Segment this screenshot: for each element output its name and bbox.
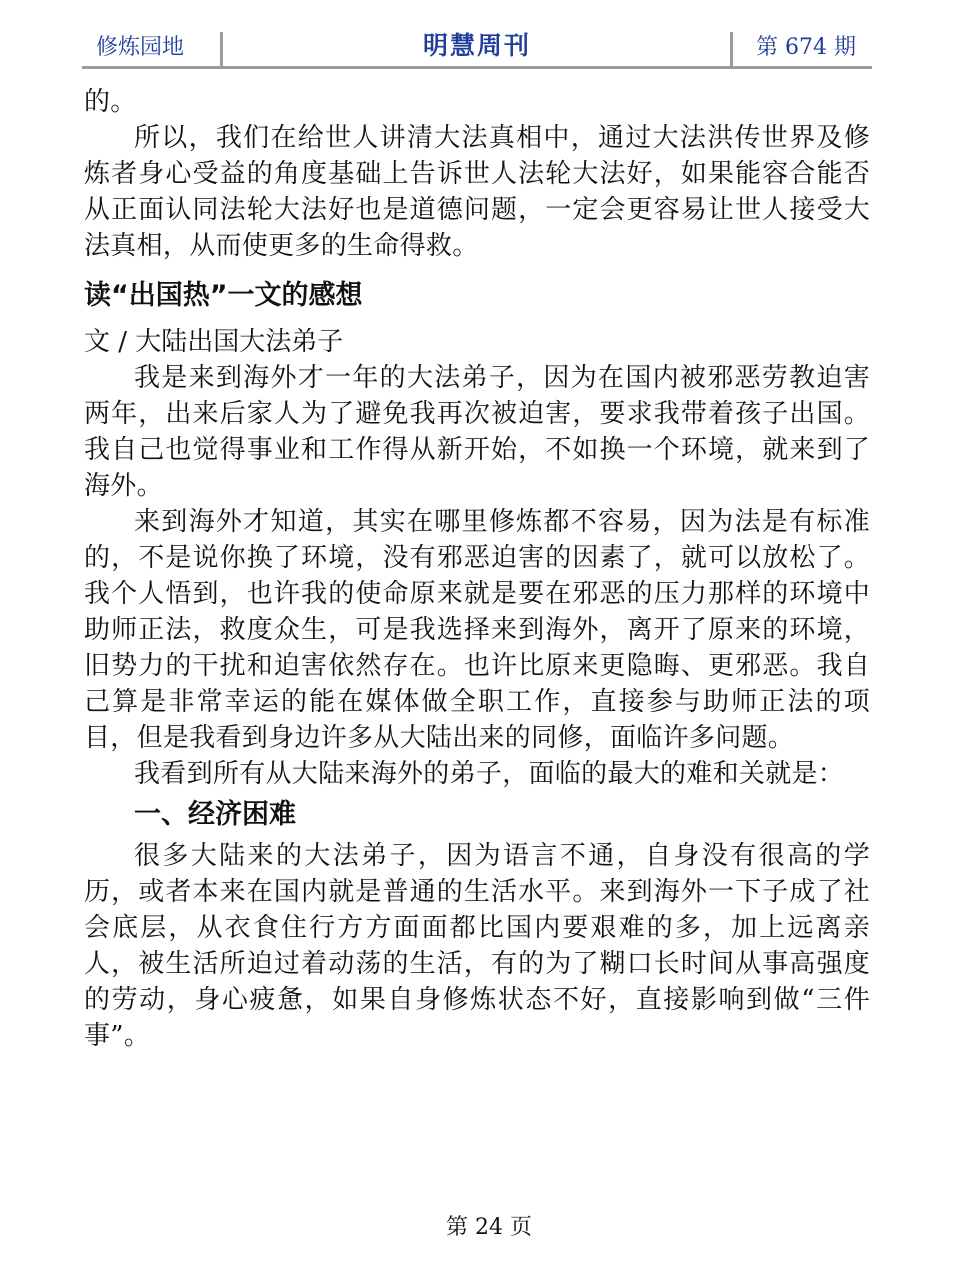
publication-title: 明慧周刊	[422, 31, 531, 60]
issue-number: 第 674 期	[756, 35, 856, 60]
section-name: 修炼园地	[96, 35, 185, 60]
paragraph: 我看到所有从大陆来海外的弟子，面临的最大的难和关就是：	[134, 759, 845, 789]
paragraph-continued: 的。	[84, 87, 137, 117]
article-byline: 文 / 大陆出国大法弟子	[84, 327, 344, 357]
page-header	[82, 26, 872, 69]
paragraph: 我是来到海外才一年的大法弟子，因为在国内被邪恶劳教迫害两年，出来后家人为了避免我再次被迫害，要求我带着孩子出国。我自己也觉得事业和工作得从新开始，不如换一个环境，就来到了海外。	[84, 363, 870, 501]
article-title: 读“出国热”一文的感想	[84, 280, 363, 311]
paragraph: 很多大陆来的大法弟子，因为语言不通，自身没有很高的学历，或者本来在国内就是普通的生活水平。来到海外一下子成了社会底层，从衣食住行方方面面都比国内要艰难的多，加上远离亲人，被生活所迫过着动荡的生活，有的为了糊口长时间从事高强度的劳动，身心疲惫，如果自身修炼状态不好，直接影响到做“三件事”。	[84, 841, 870, 1051]
paragraph: 来到海外才知道，其实在哪里修炼都不容易，因为法是有标准的，不是说你换了环境，没有邪恶迫害的因素了，就可以放松了。我个人悟到，也许我的使命原来就是要在邪恶的压力那样的环境中助师正法，救度众生，可是我选择来到海外，离开了原来的环境，旧势力的干扰和迫害依然存在。也许比原来更隐晦、更邪恶。我自己算是非常幸运的能在媒体做全职工作，直接参与助师正法的项目，但是我看到身边许多从大陆出来的同修，面临许多问题。	[84, 507, 870, 753]
page-number: 第 24 页	[446, 1215, 532, 1240]
page-body	[84, 84, 870, 1054]
section-subheading: 一、经济困难	[134, 799, 296, 830]
paragraph: 所以，我们在给世人讲清大法真相中，通过大法洪传世界及修炼者身心受益的角度基础上告诉世人法轮大法好，如果能容合能否从正面认同法轮大法好也是道德问题，一定会更容易让世人接受大法真相，从而使更多的生命得救。	[84, 123, 870, 261]
header-divider-right	[730, 32, 733, 68]
